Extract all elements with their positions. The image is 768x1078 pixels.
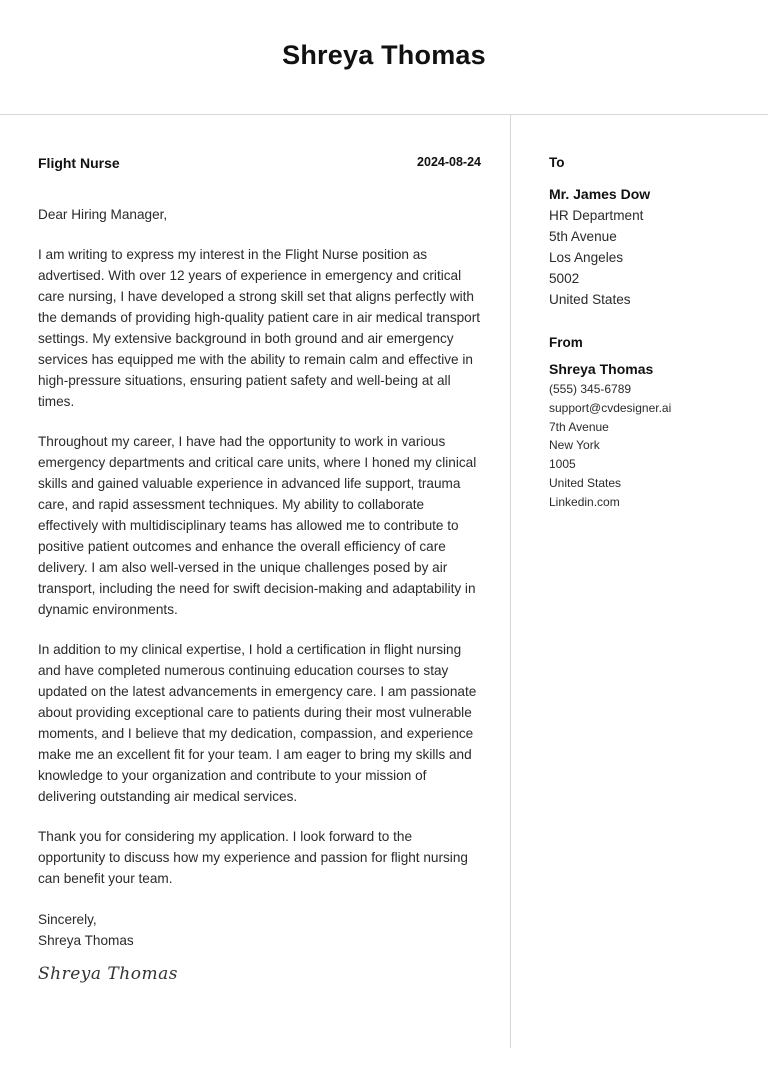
column-divider (510, 115, 511, 1048)
job-title: Flight Nurse (38, 155, 120, 171)
closing-name: Shreya Thomas (38, 933, 134, 948)
recipient-city: Los Angeles (549, 250, 624, 265)
letter-date: 2024-08-24 (417, 155, 481, 169)
job-row (38, 150, 481, 176)
greeting: Dear Hiring Manager, (38, 207, 168, 222)
page-header (0, 0, 768, 115)
contact-sidebar (549, 150, 759, 512)
applicant-name: Shreya Thomas (282, 40, 486, 70)
to-label: To (549, 155, 565, 170)
handwritten-signature: Shreya Thomas (38, 964, 178, 984)
sender-zip: 1005 (549, 457, 576, 472)
sender-city: New York (549, 438, 600, 453)
paragraph-1: I am writing to express my interest in the Flight Nurse position as advertised. With over 12 years of experience in emergency and critical care nursing, I have developed a strong skill set that aligns perfectly with the demands of providing high-quality patient care in air medical transport settings. My extensive background in both ground and air emergency services has equipped me with the ability to remain calm and effective in high-pressure situations, ensuring patient safety and well-being at all times. (38, 247, 481, 409)
sender-country: United States (549, 475, 622, 490)
recipient-zip: 5002 (549, 271, 580, 286)
recipient-department: HR Department (549, 208, 644, 223)
recipient-name: Mr. James Dow (549, 186, 651, 202)
recipient-street: 5th Avenue (549, 229, 617, 244)
letter-body (38, 150, 481, 984)
sender-name: Shreya Thomas (549, 361, 654, 377)
paragraph-4: Thank you for considering my application. I look forward to the opportunity to discuss how my experience and passion for flight nursing can benefit your team. (38, 829, 468, 886)
from-label: From (549, 335, 583, 350)
sender-phone: (555) 345-6789 (549, 382, 632, 396)
sender-linkedin-link[interactable]: Linkedin.com (549, 494, 620, 509)
paragraph-2: Throughout my career, I have had the opportunity to work in various emergency departments and critical care units, where I honed my clinical skills and gained valuable experience in advanced life support, trauma care, and rapid assessment techniques. My ability to collaborate effectively with multidisciplinary teams has allowed me to contribute to positive patient outcomes and enhance the overall efficiency of care delivery. I am also well-versed in the unique challenges posed by air transport, including the need for swift decision-making and adaptability in dynamic environments. (38, 434, 477, 617)
closing: Sincerely, (38, 912, 97, 927)
paragraph-3: In addition to my clinical expertise, I hold a certification in flight nursing and have completed numerous continuing education courses to stay updated on the latest advancements in emergency care. I am passionate about providing exceptional care to patients during their most vulnerable moments, and I believe that my dedication, compassion, and experience make me an excellent fit for your team. I am eager to bring my skills and knowledge to your organization and contribute to your mission of delivering outstanding air medical services. (38, 642, 477, 804)
sender-email[interactable]: support@cvdesigner.ai (549, 400, 672, 415)
sender-street: 7th Avenue (549, 419, 609, 434)
recipient-country: United States (549, 292, 631, 307)
